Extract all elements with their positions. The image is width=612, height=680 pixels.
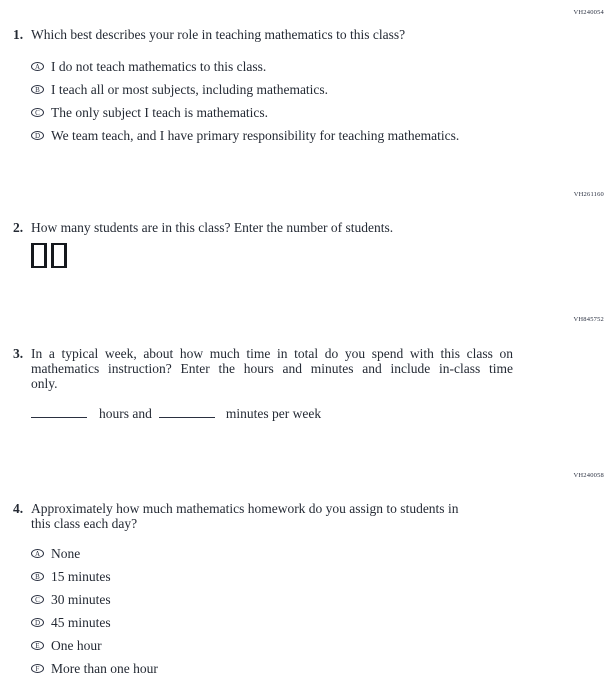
- option-label: 45 minutes: [51, 615, 111, 630]
- option-label: 30 minutes: [51, 592, 111, 607]
- option-bubble-e[interactable]: E: [31, 641, 44, 650]
- option-bubble-f[interactable]: F: [31, 664, 44, 673]
- question-4-number: 4.: [13, 501, 24, 516]
- option-bubble-a[interactable]: A: [31, 549, 44, 558]
- option-bubble-c[interactable]: C: [31, 108, 44, 117]
- answer-option[interactable]: [31, 611, 543, 634]
- question-3-code: VH845752: [573, 316, 604, 323]
- question-2-text: How many students are in this class? Enter the number of students.: [31, 220, 394, 235]
- option-bubble-b[interactable]: B: [31, 572, 44, 581]
- option-label: The only subject I teach is mathematics.: [51, 105, 269, 120]
- question-2-code: VH261160: [573, 191, 604, 198]
- question-3-text-line-2: mathematics instruction? Enter the hours and minutes and include in-class time: [31, 361, 513, 376]
- digit-input-box[interactable]: [31, 243, 47, 268]
- option-label: We team teach, and I have primary responsibility for teaching mathematics.: [51, 128, 460, 143]
- question-3-text-line-1: In a typical week, about how much time in total do you spend with this class on: [31, 346, 513, 361]
- option-label: More than one hour: [51, 661, 158, 676]
- option-bubble-d[interactable]: D: [31, 618, 44, 627]
- question-3-text: [31, 346, 513, 391]
- answer-option[interactable]: [31, 78, 543, 101]
- minutes-label: minutes per week: [225, 406, 322, 421]
- option-bubble-d[interactable]: D: [31, 131, 44, 140]
- question-4-text-line-1: Approximately how much mathematics homework do you assign to students in: [31, 501, 459, 516]
- question-1-text: Which best describes your role in teaching mathematics to this class?: [31, 27, 406, 42]
- answer-option[interactable]: [31, 124, 543, 147]
- option-label: I teach all or most subjects, including mathematics.: [51, 82, 329, 97]
- student-count-entry: [31, 243, 543, 268]
- minutes-fill-in-blank[interactable]: [159, 404, 215, 418]
- question-4-text-line-2: this class each day?: [31, 516, 138, 531]
- answer-option[interactable]: [31, 55, 543, 78]
- answer-option[interactable]: [31, 542, 543, 565]
- answer-option[interactable]: [31, 101, 543, 124]
- option-bubble-a[interactable]: A: [31, 62, 44, 71]
- question-4-code: VH240058: [573, 472, 604, 479]
- question-4-text: [31, 501, 513, 531]
- hours-fill-in-blank[interactable]: [31, 404, 87, 418]
- option-label: None: [51, 546, 81, 561]
- answer-option[interactable]: [31, 588, 543, 611]
- question-1: [13, 27, 543, 147]
- question-3-number: 3.: [13, 346, 24, 361]
- option-bubble-c[interactable]: C: [31, 595, 44, 604]
- question-1-code: VH240054: [573, 9, 604, 16]
- question-3: [13, 346, 543, 422]
- option-label: One hour: [51, 638, 102, 653]
- option-label: 15 minutes: [51, 569, 111, 584]
- question-2: [13, 220, 543, 268]
- question-4: [13, 501, 543, 680]
- question-1-options: [31, 55, 543, 147]
- question-2-number: 2.: [13, 220, 24, 235]
- question-4-options: [31, 542, 543, 680]
- time-entry-row: [31, 404, 543, 422]
- option-bubble-b[interactable]: B: [31, 85, 44, 94]
- question-3-text-line-3: only.: [31, 376, 58, 391]
- answer-option[interactable]: [31, 565, 543, 588]
- option-label: I do not teach mathematics to this class.: [51, 59, 267, 74]
- question-1-number: 1.: [13, 27, 24, 42]
- digit-input-box[interactable]: [51, 243, 67, 268]
- answer-option[interactable]: [31, 634, 543, 657]
- answer-option[interactable]: [31, 657, 543, 680]
- hours-label: hours and: [99, 406, 152, 421]
